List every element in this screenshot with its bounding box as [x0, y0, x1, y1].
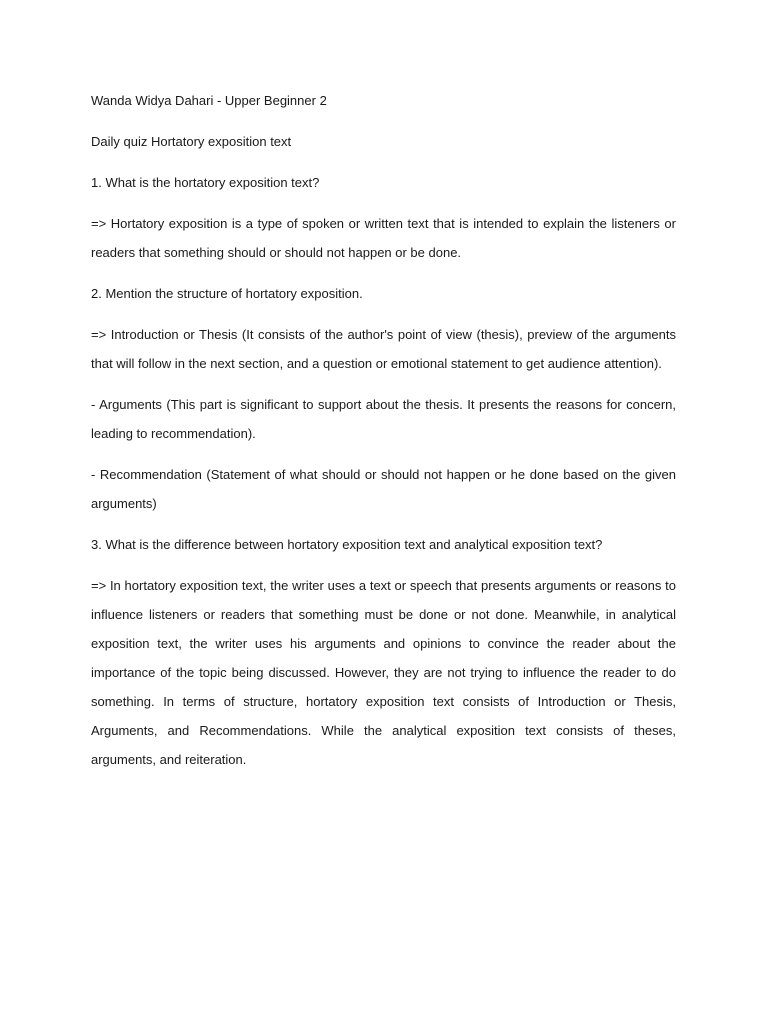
question-2: 2. Mention the structure of hortatory exposition.	[91, 286, 363, 301]
answer-3: => In hortatory exposition text, the writer uses a text or speech that presents arguments or reasons to influence listeners or readers that something must be done or not done. Meanwhile, in analytical exposition text, the writer uses his arguments and opinions to convince the reader about the importance of the topic being discussed. However, they are not trying to influence the reader to do something. In terms of structure, hortatory exposition text consists of Introduction or Thesis, Arguments, and Recommendations. While the analytical exposition text consists of theses, arguments, and reiteration.	[91, 578, 676, 767]
question-3: 3. What is the difference between hortatory exposition text and analytical exposition text?	[91, 537, 603, 552]
answer-2-introduction: => Introduction or Thesis (It consists of the author's point of view (thesis), preview of the arguments that will follow in the next section, and a question or emotional statement to get audience attention).	[91, 327, 676, 371]
author-line: Wanda Widya Dahari - Upper Beginner 2	[91, 93, 327, 108]
question-1: 1. What is the hortatory exposition text?	[91, 175, 320, 190]
answer-1: => Hortatory exposition is a type of spoken or written text that is intended to explain the listeners or readers that something should or should not happen or be done.	[91, 216, 676, 260]
quiz-title: Daily quiz Hortatory exposition text	[91, 134, 292, 149]
answer-2-arguments: - Arguments (This part is significant to support about the thesis. It presents the reasons for concern, leading to recommendation).	[91, 397, 676, 441]
document-page	[91, 86, 676, 786]
answer-2-recommendation: - Recommendation (Statement of what should or should not happen or he done based on the given arguments)	[91, 467, 676, 511]
